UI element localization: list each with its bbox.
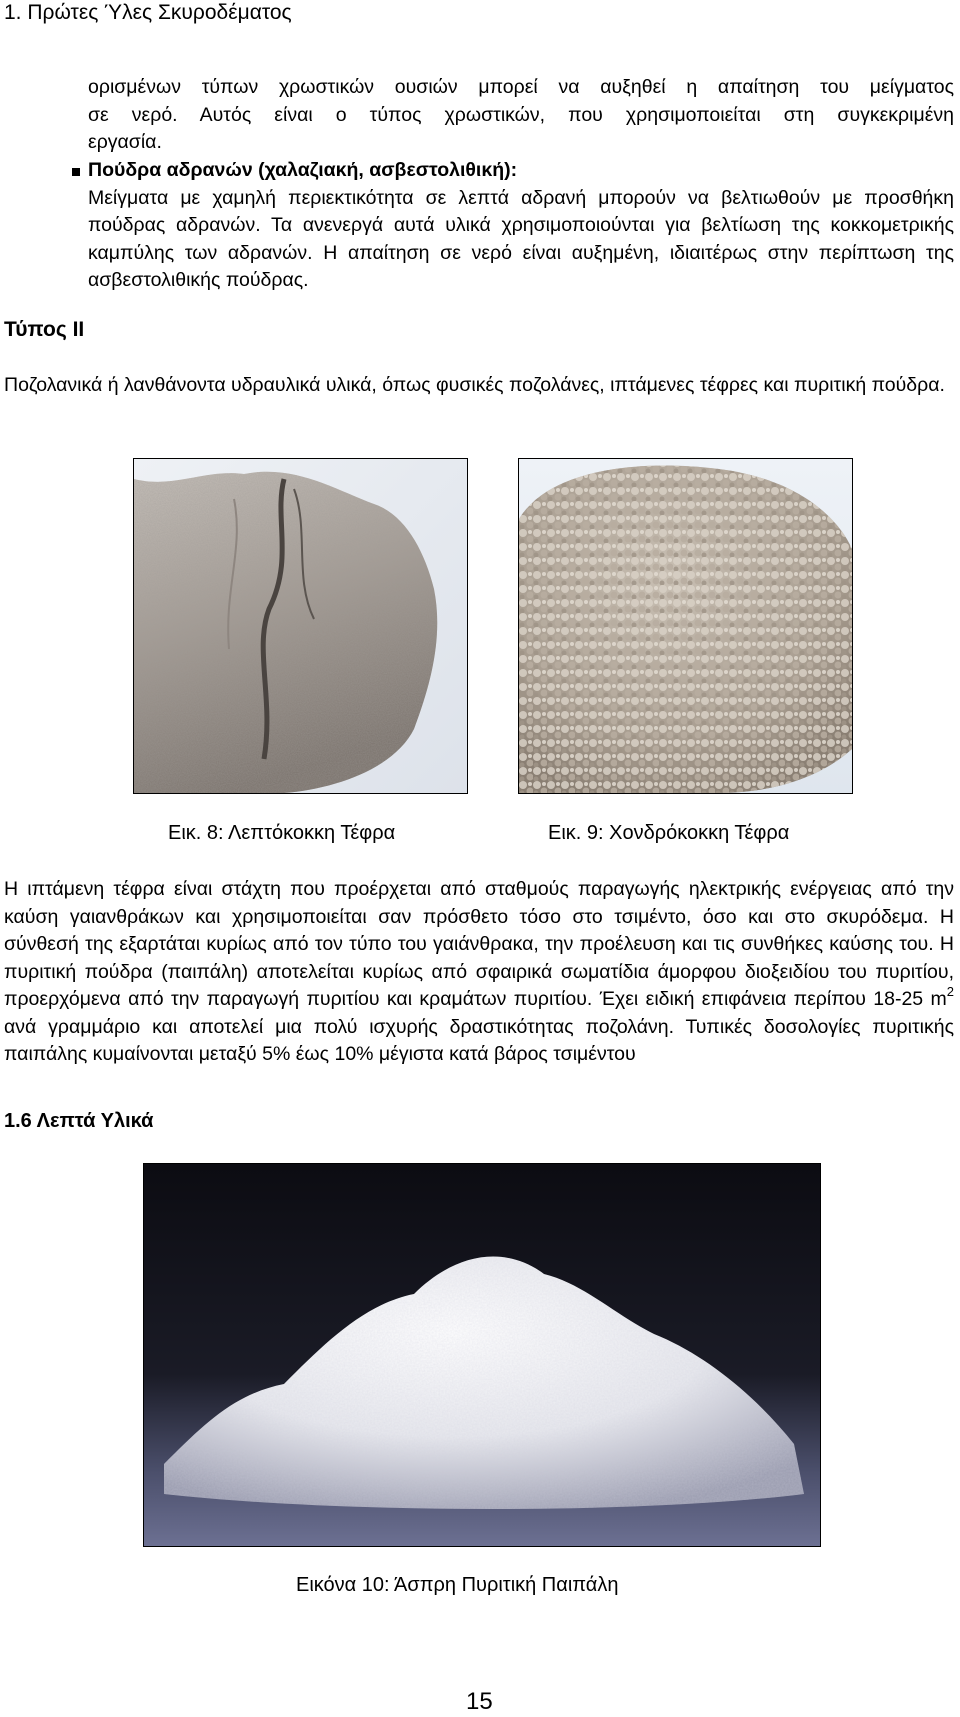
silica-fume-photo xyxy=(143,1163,821,1547)
page-number: 15 xyxy=(466,1688,493,1715)
type-heading: Τύπος ΙΙ xyxy=(4,318,85,341)
coarse-ash-photo xyxy=(518,458,853,794)
pozzolan-paragraph: Ποζολανικά ή λανθάνοντα υδραυλικά υλικά, όπως φυσικές ποζολάνες, ιπτάμενες τέφρες και πυριτική πούδρα. xyxy=(4,374,945,396)
intro-line-3: εργασία. xyxy=(88,131,162,153)
square-bullet-icon xyxy=(72,168,80,176)
flyash-superscript: 2 xyxy=(946,983,954,999)
flyash-paragraph xyxy=(4,876,954,1069)
fig9-caption: Εικ. 9: Χονδρόκοκκη Τέφρα xyxy=(548,822,790,844)
section-heading: 1.6 Λεπτά Υλικά xyxy=(4,1110,154,1132)
intro-line-1: ορισμένων τύπων χρωστικών ουσιών μπορεί να αυξηθεί η απαίτηση του μείγματος xyxy=(88,76,954,98)
bullet-text: Μείγματα με χαμηλή περιεκτικότητα σε λεπτά αδρανή μπορούν να βελτιωθούν με προσθήκη πούδρας αδρανών. Τα ανενεργά αυτά υλικά χρησιμοποιούνται για βελτίωση της κοκκομετρικής καμπύλης των αδρανών. Η απαίτηση σε νερό είναι αυξημένη, ιδιαιτέρως στην περίπτωση της ασβεστολιθικής πούδρας. xyxy=(88,186,954,291)
flyash-text-before: Η ιπτάμενη τέφρα είναι στάχτη που προέρχεται από σταθμούς παραγωγής ηλεκτρικής ενέργειας από την καύση γαιανθράκων και χρησιμοποιείται σαν πρόσθετο τόσο στο τσιμέντο, όσο και στο σκυρόδεμα. Η σύνθεσή της εξαρτάται κυρίως από τον τύπο του γαιάνθρακα, την προέλευση και τις συνθήκες καύσης του. Η πυριτική πούδρα (παιπάλη) αποτελείται κυρίως από σφαιρικά σωματίδια άμορφου διοξειδίου του πυριτίου, προερχόμενα από την παραγωγή πυριτίου και κραμάτων πυριτίου. Έχει ειδική επιφάνεια περίπου 18-25 m xyxy=(4,878,954,1010)
bullet-heading: Πούδρα αδρανών (χαλαζιακή, ασβεστολιθική): xyxy=(88,159,518,181)
intro-line-2: σε νερό. Αυτός είναι ο τύπος χρωστικών, που χρησιμοποιείται στη συγκεκριμένη xyxy=(88,103,954,126)
fine-ash-photo xyxy=(133,458,468,794)
flyash-text-after: ανά γραμμάριο και αποτελεί μια πολύ ισχυρής δραστικότητας ποζολάνη. Τυπικές δοσολογίες πυριτικής παιπάλης κυμαίνονται μεταξύ 5% έως 10% μέγιστα κατά βάρος τσιμέντου xyxy=(4,1015,954,1065)
page-header: 1. Πρώτες Ύλες Σκυροδέματος xyxy=(4,1,292,24)
intro-paragraph xyxy=(88,74,954,157)
fig10-caption: Εικόνα 10: Άσπρη Πυριτική Παιπάλη xyxy=(296,1574,619,1596)
fig8-caption: Εικ. 8: Λεπτόκοκκη Τέφρα xyxy=(168,822,396,844)
bullet-item xyxy=(88,157,954,295)
